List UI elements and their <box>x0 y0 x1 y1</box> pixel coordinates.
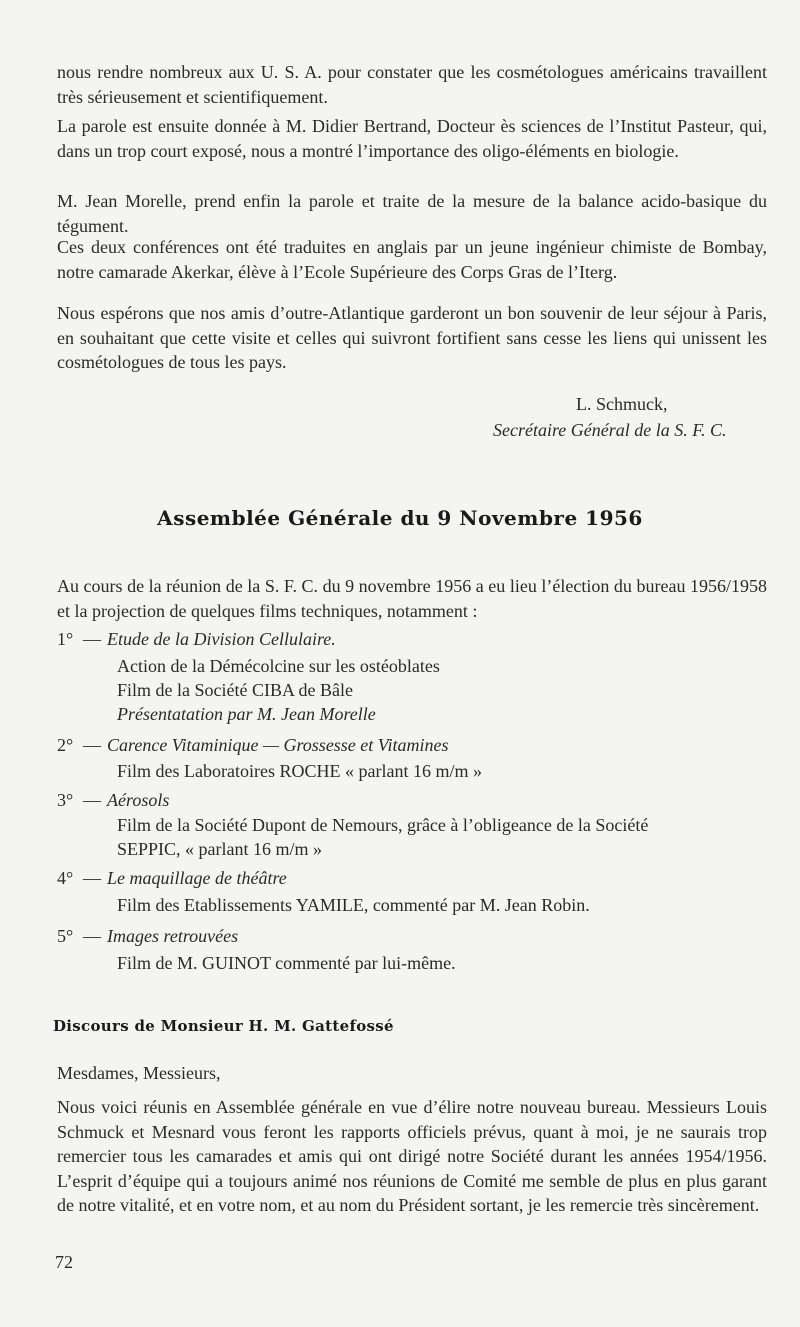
film-number: 3° <box>57 790 74 810</box>
page-number: 72 <box>55 1252 73 1272</box>
paragraph-discours: Nous voici réunis en Assemblée générale en vue d’élire notre nouveau bureau. Messieurs Louis Schmuck et Mesnard vous feront les rapports officiels prévus, quant à moi, je ne saurais trop remercier tous les camarades et amis qui ont dirigé notre Société durant les années 1954/1956. L’esprit d’équipe qui a toujours animé nos réunions de Comité me semble de plus en plus garant de notre vitalité, et en votre nom, et au nom du Président sortant, je les remercie très sincèrement. <box>57 1097 767 1215</box>
film-5-line-1: Film de M. GUINOT commenté par lui-même. <box>117 953 456 973</box>
dash: — <box>83 735 101 755</box>
film-item-1 <box>57 629 336 650</box>
film-1-line-3: Présentatation par M. Jean Morelle <box>117 704 376 724</box>
film-title: Le maquillage de théâtre <box>107 868 287 888</box>
film-4-line-1: Film des Etablissements YAMILE, commenté par M. Jean Robin. <box>117 895 590 915</box>
signature-title: Secrétaire Général de la S. F. C. <box>493 420 727 440</box>
film-3-line-2: SEPPIC, « parlant 16 m/m » <box>117 839 323 859</box>
film-1-line-1: Action de la Démécolcine sur les ostéoblates <box>117 656 440 676</box>
film-3-line-1: Film de la Société Dupont de Nemours, grâce à l’obligeance de la Société <box>117 815 649 835</box>
paragraph-conferences: Ces deux conférences ont été traduites en anglais par un jeune ingénieur chimiste de Bombay, notre camarade Akerkar, élève à l’Ecole Supérieure des Corps Gras de l’Iterg. <box>57 237 767 282</box>
film-title: Aérosols <box>107 790 170 810</box>
film-title: Images retrouvées <box>107 926 239 946</box>
film-item-2 <box>57 735 448 756</box>
dash: — <box>83 926 101 946</box>
paragraph-didier-bertrand: La parole est ensuite donnée à M. Didier Bertrand, Docteur ès sciences de l’Institut Pasteur, qui, dans un trop court exposé, nous a montré l’importance des oligo-éléments en biologie. <box>57 116 767 161</box>
paragraph-jean-morelle: M. Jean Morelle, prend enfin la parole et traite de la mesure de la balance acido-basique du tégument. <box>57 191 767 236</box>
section-heading: Assemblée Générale du 9 Novembre 1956 <box>157 506 643 530</box>
film-item-4 <box>57 868 287 889</box>
film-title: Carence Vitaminique — Grossesse et Vitamines <box>107 735 449 755</box>
film-item-3 <box>57 790 169 811</box>
film-title: Etude de la Division Cellulaire. <box>107 629 336 649</box>
film-number: 1° <box>57 629 74 649</box>
film-item-5 <box>57 926 238 947</box>
signature-name: L. Schmuck, <box>576 394 668 414</box>
salutation: Mesdames, Messieurs, <box>57 1063 221 1083</box>
paragraph-souvenir: Nous espérons que nos amis d’outre-Atlantique garderont un bon souvenir de leur séjour à Paris, en souhaitant que cette visite et celles qui suivront fortifient sans cesse les liens qui unissent les cosmétologues de tous les pays. <box>57 303 767 372</box>
film-2-line-1: Film des Laboratoires ROCHE « parlant 16 m/m » <box>117 761 482 781</box>
paragraph-cosmetologues: nous rendre nombreux aux U. S. A. pour constater que les cosmétologues américains travaillent très sérieusement et scientifiquement. <box>57 62 767 107</box>
dash: — <box>83 629 101 649</box>
film-number: 4° <box>57 868 74 888</box>
dash: — <box>83 868 101 888</box>
film-number: 2° <box>57 735 74 755</box>
discours-heading: Discours de Monsieur H. M. Gattefossé <box>53 1017 394 1035</box>
paragraph-intro: Au cours de la réunion de la S. F. C. du 9 novembre 1956 a eu lieu l’élection du bureau 1956/1958 et la projection de quelques films techniques, notamment : <box>57 576 767 621</box>
dash: — <box>83 790 101 810</box>
film-number: 5° <box>57 926 74 946</box>
film-1-line-2: Film de la Société CIBA de Bâle <box>117 680 353 700</box>
